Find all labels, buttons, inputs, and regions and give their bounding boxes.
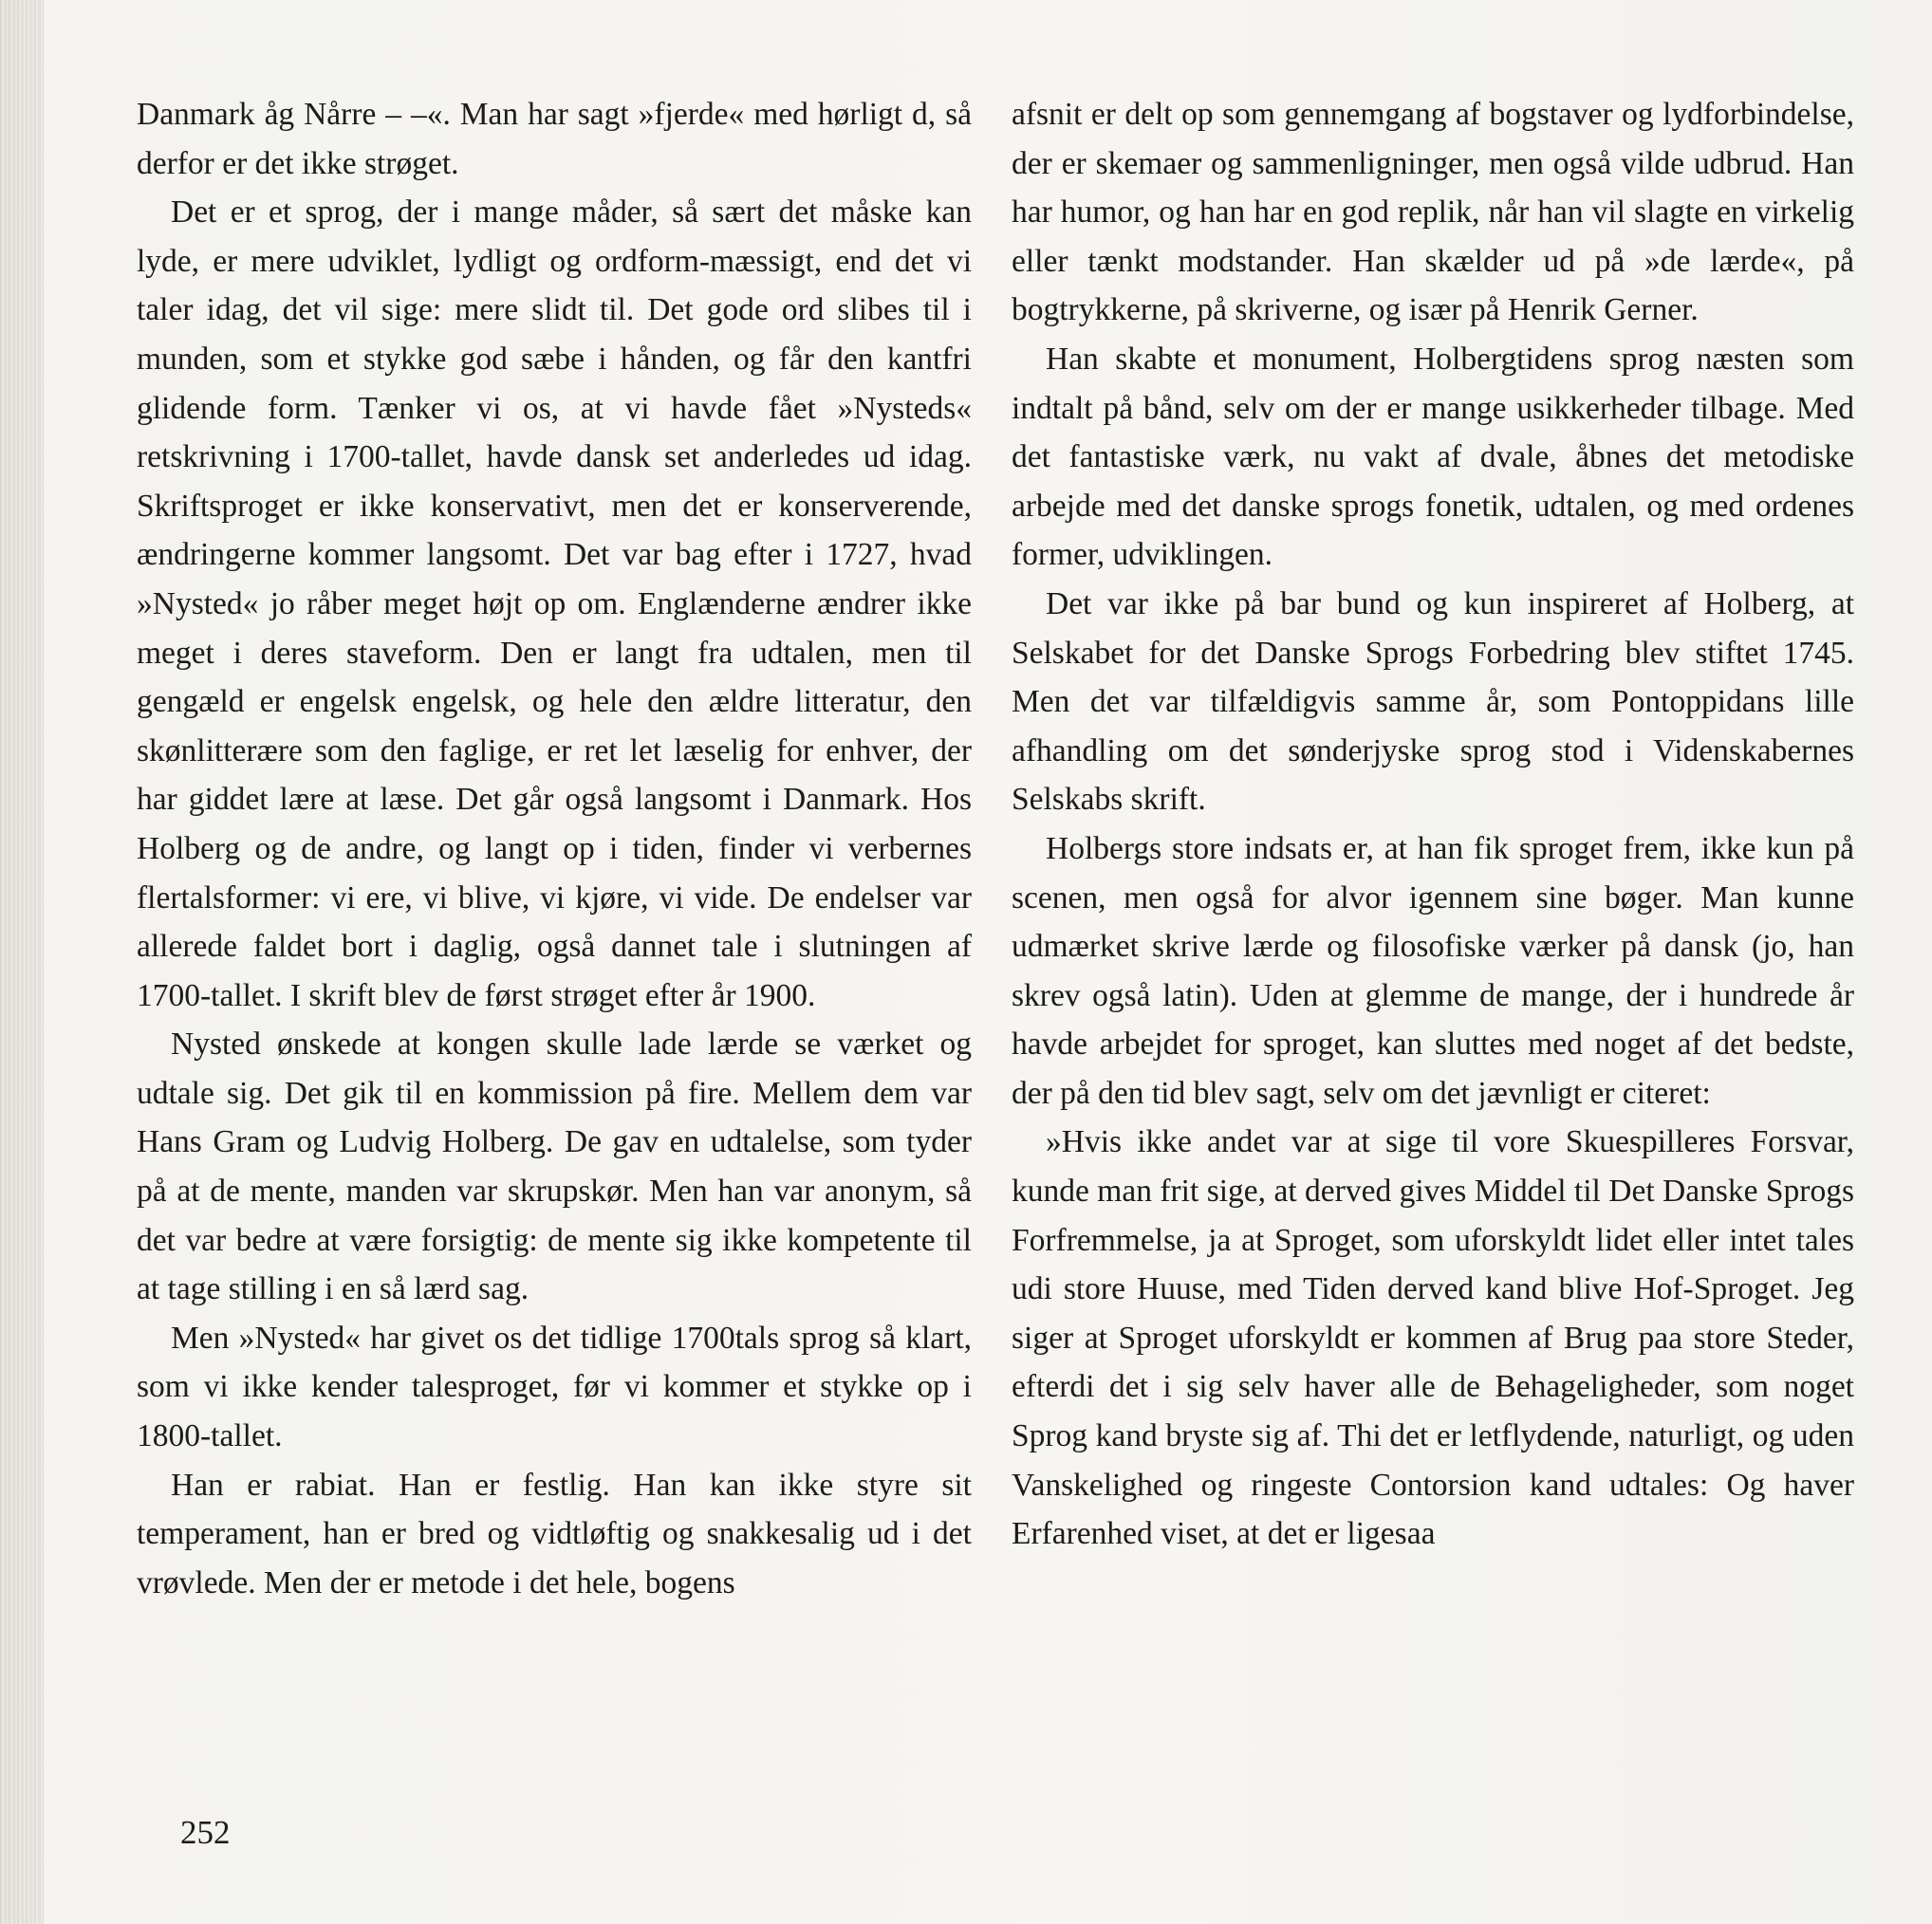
left-text-column — [137, 90, 972, 1607]
paragraph: afsnit er delt op som gennemgang af bogstaver og lydforbindelse, der er skemaer og sammenligninger, men også vilde udbrud. Han har humor, og han har en god replik, når han vil slagte en virkelig eller tænkt modstander. Han skælder ud på »de lærde«, på bogtrykkerne, på skriverne, og især på Henrik Gerner. — [1012, 97, 1854, 328]
paragraph: Han skabte et monument, Holbergtidens sprog næsten som indtalt på bånd, selv om der er mange usikkerheder tilbage. Med det fantastiske værk, nu vakt af dvale, åbnes det metodiske arbejde med det danske sprogs fonetik, udtalen, og med ordenes former, udviklingen. — [1012, 341, 1854, 573]
paragraph: Danmark åg Nårre – –«. Man har sagt »fjerde« med hørligt d, så derfor er det ikke strøget. — [137, 97, 972, 181]
paragraph: Nysted ønskede at kongen skulle lade lærde se værket og udtale sig. Det gik til en kommission på fire. Mellem dem var Hans Gram og Ludvig Holberg. De gav en udtalelse, som tyder på at de mente, manden var skrupskør. Men han var anonym, så det var bedre at være forsigtig: de mente sig ikke kompetente til at tage stilling i en så lærd sag. — [137, 1027, 972, 1307]
paragraph: Han er rabiat. Han er festlig. Han kan ikke styre sit temperament, han er bred og vidtløftig og snakkesalig ud i det vrøvlede. Men der er metode i det hele, bogens — [137, 1467, 972, 1600]
paragraph: Det er et sprog, der i mange måder, så sært det måske kan lyde, er mere udviklet, lydligt og ordform-mæssigt, end det vi taler idag, det vil sige: mere slidt til. Det gode ord slibes til i munden, som et stykke god sæbe i hånden, og får den kantfri glidende form. Tænker vi os, at vi havde fået »Nysteds« retskrivning i 1700-tallet, havde dansk set anderledes ud idag. Skriftsproget er ikke konservativt, men det er konserverende, ændringerne kommer langsomt. Det var bag efter i 1727, hvad »Nysted« jo råber meget højt op om. Englænderne ændrer ikke meget i deres staveform. Den er langt fra udtalen, men til gengæld er engelsk engelsk, og hele den ældre litteratur, den skønlitterære som den faglige, er ret let læselig for enhver, der har giddet lære at læse. Det går også langsomt i Danmark. Hos Holberg og de andre, og langt op i tiden, finder vi verbernes flertalsformer: vi ere, vi blive, vi kjøre, vi vide. De endelser var allerede faldet bort i daglig, også dannet tale i slutningen af 1700-tallet. I skrift blev de først strøget efter år 1900. — [137, 194, 972, 1013]
right-text-column — [1012, 90, 1854, 1559]
paragraph: Holbergs store indsats er, at han fik sproget frem, ikke kun på scenen, men også for alvor igennem sine bøger. Man kunne udmærket skrive lærde og filosofiske værker på dansk (jo, han skrev også latin). Uden at glemme de mange, der i hundrede år havde arbejdet for sproget, kan sluttes med noget af det bedste, der på den tid blev sagt, selv om det jævnligt er citeret: — [1012, 830, 1854, 1111]
paragraph: »Hvis ikke andet var at sige til vore Skuespilleres Forsvar, kunde man frit sige, at derved gives Middel til Det Danske Sprogs Forfremmelse, ja at Sproget, som uforskyldt lidet eller intet tales udi store Huuse, med Tiden derved kand blive Hof-Sproget. Jeg siger at Sproget uforskyldt er kommen af Brug paa store Steder, efterdi det i sig selv haver alle de Behageligheder, som noget Sprog kand bryste sig af. Thi det er letflydende, naturligt, og uden Vanskelighed og ringeste Contorsion kand udtales: Og haver Erfarenhed viset, at det er ligesaa — [1012, 1124, 1854, 1552]
page-number: 252 — [180, 1814, 231, 1851]
book-binding-edge — [0, 0, 44, 1924]
paragraph: Det var ikke på bar bund og kun inspireret af Holberg, at Selskabet for det Danske Sprogs Forbedring blev stiftet 1745. Men det var tilfældigvis samme år, som Pontoppidans lille afhandling om det sønderjyske sprog stod i Videnskabernes Selskabs skrift. — [1012, 585, 1854, 818]
paragraph: Men »Nysted« har givet os det tidlige 1700tals sprog så klart, som vi ikke kender talesproget, før vi kommer et stykke op i 1800-tallet. — [137, 1320, 972, 1454]
